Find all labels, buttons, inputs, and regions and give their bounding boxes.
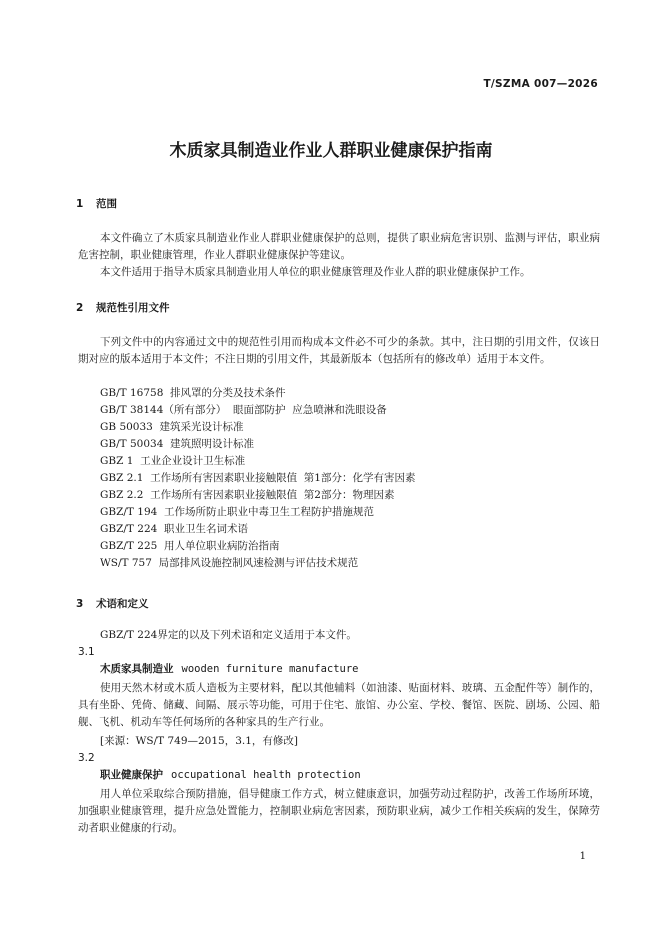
term-zh: 木质家具制造业 bbox=[100, 663, 174, 675]
term-source: [来源：WS/T 749—2015，3.1，有修改] bbox=[100, 735, 299, 747]
reference-item: GBZ/T 225 用人单位职业病防治指南 bbox=[100, 540, 280, 552]
term-heading bbox=[100, 767, 361, 784]
reference-item: GB/T 38144（所有部分） 眼面部防护 应急喷淋和洗眼设备 bbox=[100, 404, 387, 416]
term-definition: 用人单位采取综合预防措施，倡导健康工作方式，树立健康意识，加强劳动过程防护，改善工作场所环境，加强职业健康管理，提升应急处置能力，控制职业病危害因素，预防职业病，减少工作相关疾病的发生，保障劳动者职业健康的行动。 bbox=[78, 788, 600, 834]
term-definition: 使用天然木材或木质人造板为主要材料，配以其他辅料（如油漆、贴面材料、玻璃、五金配件等）制作的，具有坐卧、凭倚、储藏、间隔、展示等功能，可用于住宅、旅馆、办公室、学校、餐馆、医院、剧场、公园、船舰、飞机、机动车等任何场所的各种家具的生产行业。 bbox=[78, 682, 600, 728]
section-2-title: 规范性引用文件 bbox=[96, 302, 170, 314]
terms-intro: GBZ/T 224界定的以及下列术语和定义适用于本文件。 bbox=[100, 629, 357, 641]
section-2-number: 2 bbox=[76, 302, 84, 314]
term-heading bbox=[100, 661, 359, 678]
term-zh: 职业健康保护 bbox=[100, 769, 163, 781]
reference-item: GBZ/T 194 工作场所防止职业中毒卫生工程防护措施规范 bbox=[100, 506, 374, 518]
section-2-heading bbox=[76, 300, 170, 315]
reference-item: GBZ/T 224 职业卫生名词术语 bbox=[100, 523, 248, 535]
term-number: 3.2 bbox=[78, 752, 95, 764]
reference-item: GBZ 1 工业企业设计卫生标准 bbox=[100, 455, 246, 467]
term-en: occupational health protection bbox=[171, 769, 361, 781]
section-3-title: 术语和定义 bbox=[96, 598, 149, 610]
reference-item: GB/T 16758 排风罩的分类及技术条件 bbox=[100, 387, 286, 399]
reference-item: GB 50033 建筑采光设计标准 bbox=[100, 421, 244, 433]
section-1-number: 1 bbox=[76, 198, 84, 210]
standard-code: T/SZMA 007—2026 bbox=[483, 78, 598, 90]
reference-item: WS/T 757 局部排风设施控制风速检测与评估技术规范 bbox=[100, 557, 359, 569]
section-1-heading bbox=[76, 196, 117, 211]
document-title: 木质家具制造业作业人群职业健康保护指南 bbox=[169, 141, 493, 161]
section-3-heading bbox=[76, 596, 149, 611]
reference-item: GBZ 2.2 工作场所有害因素职业接触限值 第2部分：物理因素 bbox=[100, 489, 395, 501]
reference-item: GB/T 50034 建筑照明设计标准 bbox=[100, 438, 255, 450]
reference-item: GBZ 2.1 工作场所有害因素职业接触限值 第1部分：化学有害因素 bbox=[100, 472, 416, 484]
term-en: wooden furniture manufacture bbox=[181, 663, 359, 675]
section-3-number: 3 bbox=[76, 598, 84, 610]
term-number: 3.1 bbox=[78, 646, 95, 658]
section-1-title: 范围 bbox=[96, 198, 117, 210]
scope-paragraph-1: 本文件确立了木质家具制造业作业人群职业健康保护的总则，提供了职业病危害识别、监测与评估，职业病危害控制，职业健康管理，作业人群职业健康保护等建议。 bbox=[78, 232, 600, 261]
page-number: 1 bbox=[579, 851, 586, 862]
references-intro: 下列文件中的内容通过文中的规范性引用而构成本文件必不可少的条款。其中，注日期的引用文件，仅该日期对应的版本适用于本文件；不注日期的引用文件，其最新版本（包括所有的修改单）适用于本文件。 bbox=[78, 336, 600, 365]
scope-paragraph-2: 本文件适用于指导木质家具制造业用人单位的职业健康管理及作业人群的职业健康保护工作。 bbox=[100, 266, 531, 278]
